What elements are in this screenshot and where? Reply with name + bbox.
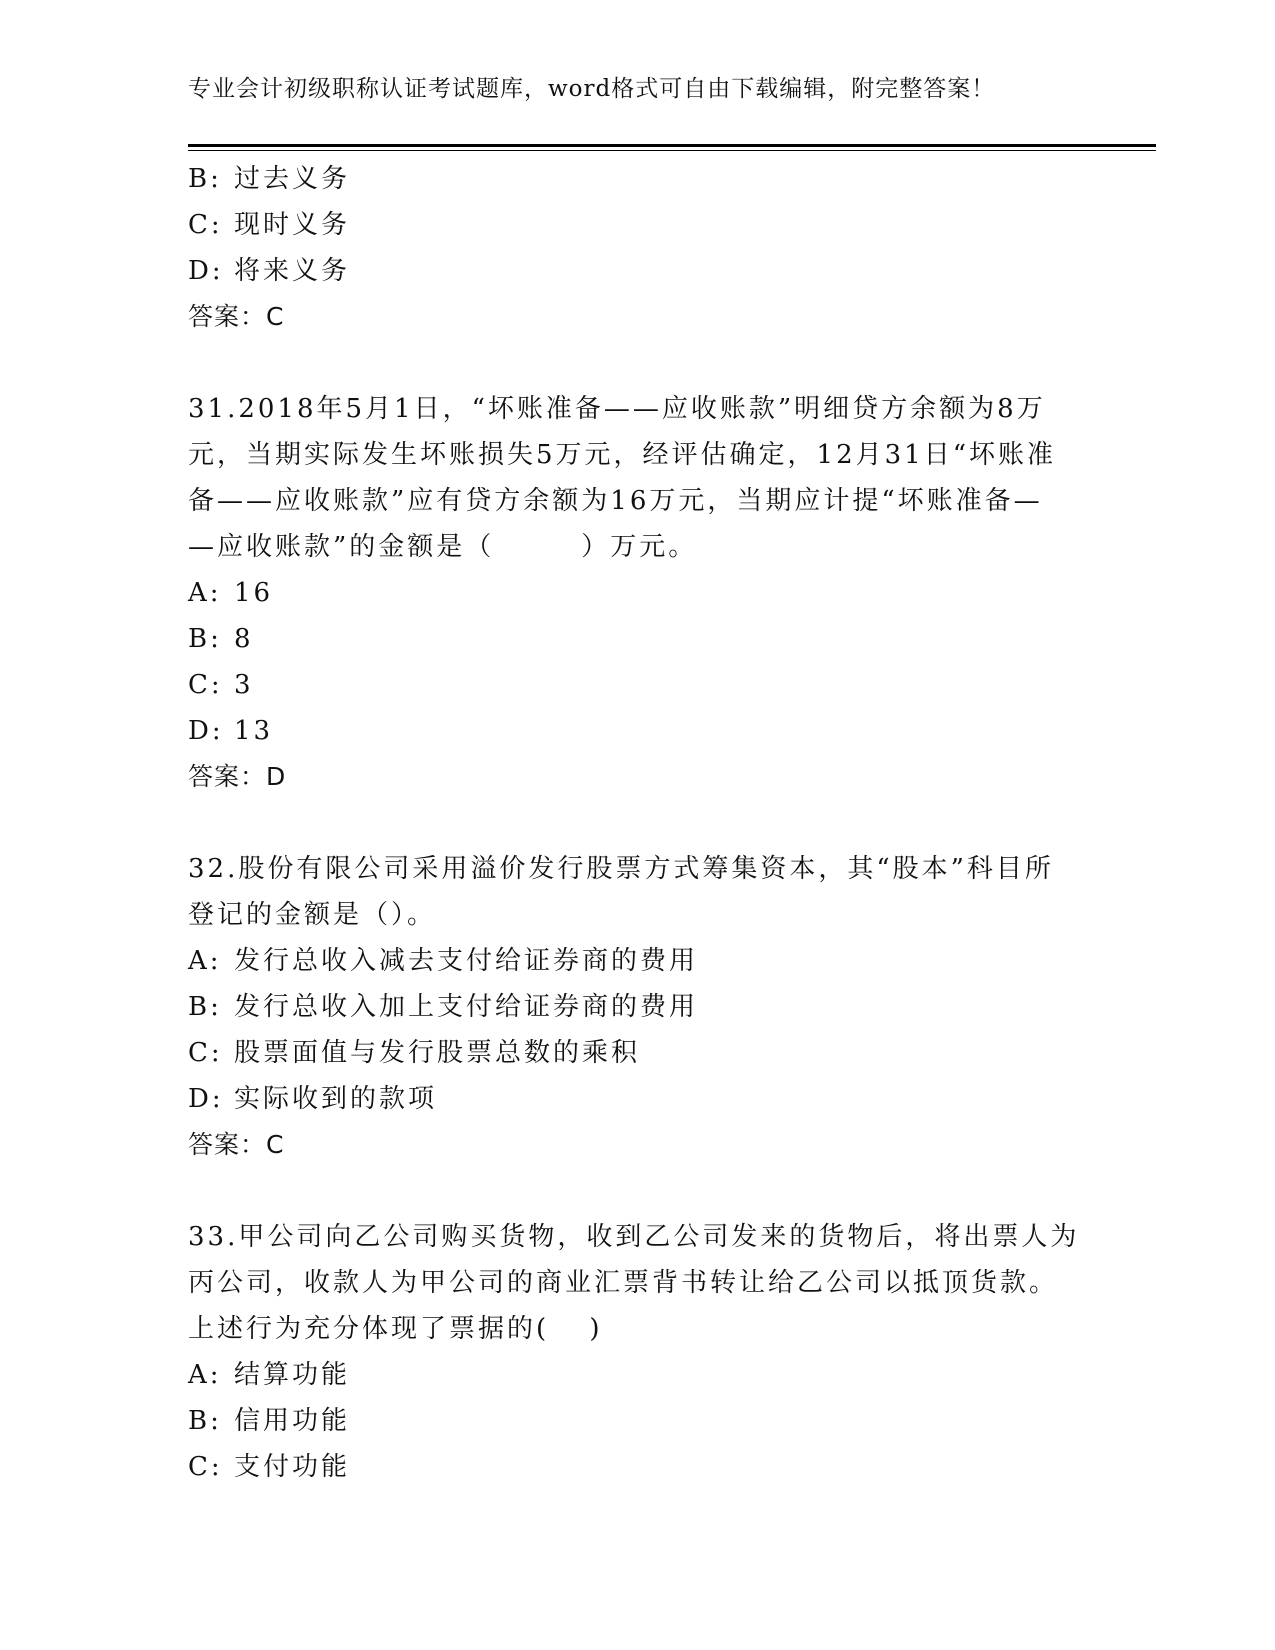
option-b: B: 信用功能 <box>188 1406 351 1436</box>
answer: 答案：C <box>188 302 285 331</box>
question-text-line: —应收账款”的金额是（ ）万元。 <box>188 532 698 562</box>
option-d: D: 实际收到的款项 <box>188 1084 438 1114</box>
header-rule-thin <box>188 150 1156 151</box>
question-text-line: 登记的金额是（）。 <box>188 900 437 930</box>
option-b: B: 8 <box>188 624 254 654</box>
option-b: B: 发行总收入加上支付给证券商的费用 <box>188 992 699 1022</box>
document-body <box>188 156 1088 1490</box>
question-30 <box>188 156 1088 340</box>
question-32 <box>188 846 1088 1168</box>
option-c: C: 股票面值与发行股票总数的乘积 <box>188 1038 641 1068</box>
header-rule-thick <box>188 144 1156 147</box>
option-a: A: 16 <box>188 578 274 608</box>
question-text-line: 31.2018年5月1日，“坏账准备——应收账款”明细贷方余额为8万 <box>188 394 1046 424</box>
option-d: D: 将来义务 <box>188 256 351 286</box>
question-text-line: 上述行为充分体现了票据的( ) <box>188 1314 603 1344</box>
option-a: A: 发行总收入减去支付给证券商的费用 <box>188 946 699 976</box>
option-c: C: 支付功能 <box>188 1452 351 1482</box>
answer: 答案：C <box>188 1130 285 1159</box>
question-text-line: 丙公司，收款人为甲公司的商业汇票背书转让给乙公司以抵顶货款。 <box>188 1268 1059 1298</box>
question-33 <box>188 1214 1088 1490</box>
option-c: C: 3 <box>188 670 254 700</box>
page-header: 专业会计初级职称认证考试题库，word格式可自由下载编辑，附完整答案！ <box>188 76 996 102</box>
answer: 答案：D <box>188 762 287 791</box>
question-text-line: 元，当期实际发生坏账损失5万元，经评估确定，12月31日“坏账准 <box>188 440 1057 470</box>
question-text-line: 33.甲公司向乙公司购买货物，收到乙公司发来的货物后，将出票人为 <box>188 1222 1080 1252</box>
option-a: A: 结算功能 <box>188 1360 351 1390</box>
option-d: D: 13 <box>188 716 274 746</box>
question-31 <box>188 386 1088 800</box>
option-c: C: 现时义务 <box>188 210 351 240</box>
question-text-line: 备——应收账款”应有贷方余额为16万元，当期应计提“坏账准备— <box>188 486 1043 516</box>
option-b: B: 过去义务 <box>188 164 351 194</box>
question-text-line: 32.股份有限公司采用溢价发行股票方式筹集资本，其“股本”科目所 <box>188 854 1054 884</box>
